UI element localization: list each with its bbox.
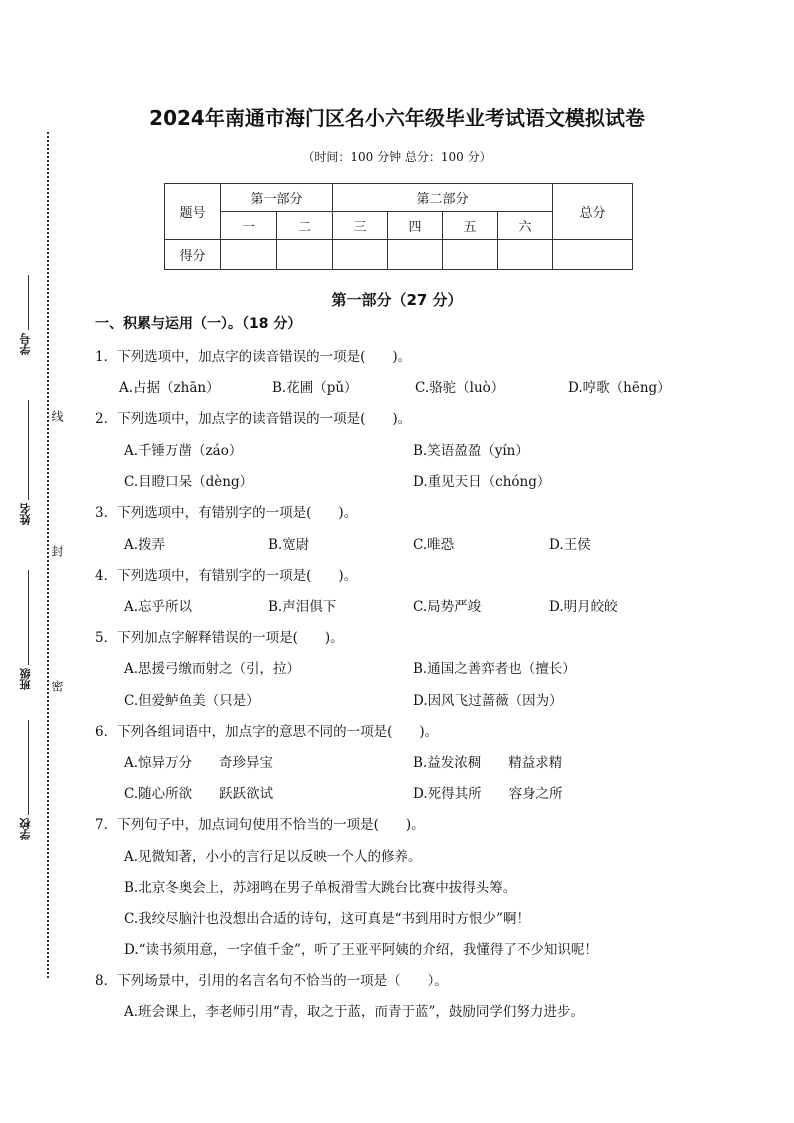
question-stem: 2．下列选项中，加点字的读音错误的一项是( )。 xyxy=(95,411,412,427)
question-option: D.王侯 xyxy=(549,537,591,553)
question-stem: 8．下列场景中，引用的名言名句不恰当的一项是（ ）。 xyxy=(95,973,448,989)
class-label: 班级 xyxy=(19,668,32,690)
question-option: B.笑语盈盈（yín） xyxy=(413,443,529,459)
score-header-part1: 第一部分 xyxy=(221,184,333,212)
section-title: 一、积累与运用（一）。（18 分） xyxy=(95,316,302,332)
score-row-label-score: 得分 xyxy=(165,240,221,270)
score-col-1: 一 xyxy=(221,212,277,240)
score-header-total: 总分 xyxy=(553,184,633,240)
question-option: A.千锤万凿（záo） xyxy=(124,443,243,459)
exam-subtitle: （时间：100 分钟 总分：100 分） xyxy=(302,150,492,164)
score-col-5: 五 xyxy=(443,212,498,240)
part-title: 第一部分（27 分） xyxy=(331,291,463,309)
question-stem: 4．下列选项中，有错别字的一项是( )。 xyxy=(95,568,358,584)
score-col-6: 六 xyxy=(498,212,553,240)
score-cell[interactable] xyxy=(388,240,443,270)
binding-char-seal: 封 xyxy=(50,545,64,557)
question-option: D.“读书须用意，一字值千金”，听了王亚平阿姨的介绍，我懂得了不少知识呢！ xyxy=(124,942,598,958)
name-blank[interactable] xyxy=(28,400,29,500)
question-option: C.骆驼（luò） xyxy=(415,380,505,396)
student-id-label: 学号 xyxy=(19,333,32,355)
exam-title: 2024年南通市海门区名小六年级毕业考试语文模拟试卷 xyxy=(149,106,645,130)
question-option: B.宽尉 xyxy=(268,537,310,553)
question-stem: 1．下列选项中，加点字的读音错误的一项是( )。 xyxy=(95,349,412,365)
question-option: C.但爱鲈鱼美（只是） xyxy=(124,693,260,709)
score-cell[interactable] xyxy=(333,240,388,270)
question-option: B.北京冬奥会上，苏翊鸣在男子单板滑雪大跳台比赛中拔得头筹。 xyxy=(124,880,517,896)
score-row-label-number: 题号 xyxy=(165,184,221,240)
question-stem: 6．下列各组词语中，加点字的意思不同的一项是( )。 xyxy=(95,724,439,740)
score-col-4: 四 xyxy=(388,212,443,240)
question-stem: 5．下列加点字解释错误的一项是( )。 xyxy=(95,630,344,646)
score-cell[interactable] xyxy=(443,240,498,270)
question-option: B.益发浓稠 精益求精 xyxy=(413,755,563,771)
score-col-3: 三 xyxy=(333,212,388,240)
binding-char-secret: 密 xyxy=(50,680,64,692)
question-option: C.随心所欲 跃跃欲试 xyxy=(124,786,274,802)
school-label: 学校 xyxy=(19,818,32,840)
question-stem: 3．下列选项中，有错别字的一项是( )。 xyxy=(95,505,358,521)
score-col-2: 二 xyxy=(277,212,333,240)
question-option: D.死得其所 容身之所 xyxy=(413,786,563,802)
question-option: D.因风飞过蔷薇（因为） xyxy=(413,693,563,709)
class-blank[interactable] xyxy=(28,570,29,665)
score-cell[interactable] xyxy=(221,240,277,270)
school-blank[interactable] xyxy=(28,720,29,815)
question-option: D.明月皎皎 xyxy=(549,599,618,615)
question-option: D.哼歌（hēng） xyxy=(568,380,671,396)
score-cell[interactable] xyxy=(498,240,553,270)
score-table xyxy=(164,183,633,270)
question-option: A.拨弄 xyxy=(124,537,166,553)
question-option: A.惊异万分 奇珍异宝 xyxy=(124,755,274,771)
question-option: A.占据（zhān） xyxy=(119,380,220,396)
question-option: B.花圃（pǔ） xyxy=(272,380,358,396)
name-label: 姓名 xyxy=(19,503,32,525)
question-option: C.目瞪口呆（dèng） xyxy=(124,474,254,490)
question-option: A.忘乎所以 xyxy=(124,599,193,615)
question-option: B.通国之善弈者也（擅长） xyxy=(413,661,576,677)
question-stem: 7．下列句子中，加点词句使用不恰当的一项是( )。 xyxy=(95,817,425,833)
score-header-part2: 第二部分 xyxy=(333,184,553,212)
question-option: C.局势严竣 xyxy=(413,599,482,615)
question-option: A.见微知著，小小的言行足以反映一个人的修养。 xyxy=(124,849,422,865)
question-option: C.我绞尽脑汁也没想出合适的诗句，这可真是“书到用时方恨少”啊！ xyxy=(124,911,530,927)
question-option: B.声泪俱下 xyxy=(268,599,337,615)
score-cell[interactable] xyxy=(277,240,333,270)
question-option: A.思援弓缴而射之（引，拉） xyxy=(124,661,301,677)
question-option: C.唯恐 xyxy=(413,537,455,553)
score-cell-total[interactable] xyxy=(553,240,633,270)
question-option: D.重见天日（chóng） xyxy=(413,474,551,490)
question-option: A.班会课上，李老师引用“青，取之于蓝，而青于蓝”，鼓励同学们努力进步。 xyxy=(124,1004,584,1020)
binding-char-line: 线 xyxy=(50,410,64,422)
